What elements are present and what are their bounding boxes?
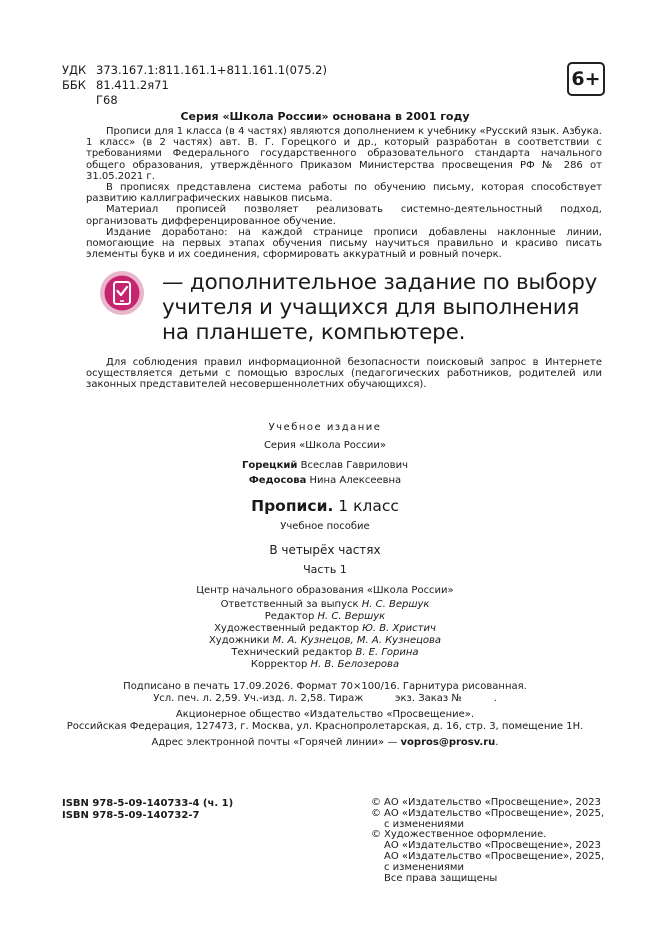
credit-name: Н. В. Белозерова — [310, 659, 400, 670]
imprint-series: Серия «Школа России» — [263, 440, 387, 451]
author-2-last: Федосова — [248, 475, 307, 486]
intro-paragraph: Издание доработано: на каждой странице прописи добавлены наклонные линии, помогающие на первых этапах обучения письму научиться правильно и красиво писать элементы букв и их соединения, сформировать аккуратный и ровный почерк. — [86, 226, 602, 261]
isbn-line: ISBN 978-5-09-140732-7 — [62, 809, 200, 821]
credit-line — [0, 599, 650, 611]
credit-line — [0, 611, 650, 623]
book-parts: В четырёх частях — [269, 543, 381, 557]
credit-line — [0, 659, 650, 671]
age-rating-badge: 6+ — [567, 62, 605, 96]
credit-name: Н. С. Вершук — [317, 611, 386, 622]
credit-role: Корректор — [250, 659, 308, 670]
credit-role: Ответственный за выпуск — [220, 599, 359, 610]
copyright-symbol: © — [371, 807, 381, 819]
safety-notice-text: Для соблюдения правил информационной безопасности поисковый запрос в Интернете осуществляется детьми с помощью взрослых (педагогических работников, родителей или законных представителей несовершеннолетних обучающихся). — [86, 357, 602, 391]
isbn-block — [62, 798, 233, 821]
bbk-row — [62, 78, 327, 93]
credit-name: Н. С. Вершук — [361, 599, 430, 610]
hotline-email-line — [0, 737, 650, 749]
book-subtitle: Учебное пособие — [280, 521, 370, 532]
intro-paragraph: Прописи для 1 класса (в 4 частях) являются дополнением к учебнику «Русский язык. Азбука. 1 класс» (в 2 частях) авт. В. Г. Горецкого и др., который разработан в соответствии с требованиями Федерального государственного образовательного стандарта начального общего образования, утверждённого Приказом Министерства просвещения РФ № 286 от 31.05.2021 г. — [86, 126, 602, 182]
g-code-row — [62, 93, 327, 108]
credit-name: М. А. Кузнецов, М. А. Кузнецова — [272, 635, 442, 646]
rights-reserved: Все права защищены — [384, 872, 498, 884]
udk-row — [62, 63, 327, 78]
copyright-note: с изменениями — [384, 818, 464, 830]
classification-codes — [62, 63, 327, 108]
publishing-center: Центр начального образования «Школа России» — [196, 585, 454, 596]
tablet-check-icon — [99, 270, 145, 316]
publisher-name: Акционерное общество «Издательство «Просвещение». — [175, 709, 475, 720]
credit-role: Технический редактор — [231, 647, 353, 658]
book-title-grade: 1 класс — [338, 497, 399, 515]
copyright-line: АО «Издательство «Просвещение», 2023 — [384, 797, 601, 808]
credit-role: Редактор — [264, 611, 315, 622]
intro-text — [86, 126, 602, 260]
edition-type: Учебное издание — [268, 422, 382, 433]
copyright-symbol: © — [371, 797, 381, 808]
author-1-rest: Всеслав Гаврилович — [300, 460, 408, 471]
isbn-line: ISBN 978-5-09-140733-4 (ч. 1) — [62, 798, 234, 809]
copyright-symbol: © — [371, 829, 381, 841]
hotline-prefix: Адрес электронной почты «Горячей линии» — — [151, 737, 398, 748]
bbk-value: 81.411.2я71 — [96, 78, 169, 92]
hotline-email: vopros@prosv.ru — [400, 737, 496, 748]
book-title-main: Прописи. — [251, 497, 334, 515]
print-details-2: Усл. печ. л. 2,59. Уч.-изд. л. 2,58. Тираж экз. Заказ № . — [153, 693, 497, 704]
udk-label: УДК — [62, 63, 87, 77]
print-details-1: Подписано в печать 17.09.2026. Формат 70×100/16. Гарнитура рисованная. — [123, 681, 527, 692]
author-1 — [0, 460, 650, 472]
icon-legend-text: — дополнительное задание по выбору учителя и учащихся для выполнения на планшете, компьютере. — [162, 270, 598, 345]
credit-line — [0, 635, 650, 647]
book-title — [0, 497, 650, 515]
bbk-label: ББК — [62, 78, 86, 92]
book-part: Часть 1 — [303, 563, 347, 576]
author-2-rest: Нина Алексеевна — [309, 475, 402, 486]
g-code: Г68 — [96, 93, 118, 107]
author-1-last: Горецкий — [242, 460, 298, 471]
credit-line — [0, 623, 650, 635]
intro-paragraph: В прописях представлена система работы по обучению письму, которая способствует развитию каллиграфических навыков письма. — [86, 182, 602, 205]
publisher-address: Российская Федерация, 127473, г. Москва, ул. Краснопролетарская, д. 16, стр. 3, помещение 1Н. — [66, 721, 584, 732]
copyright-line: АО «Издательство «Просвещение», 2023 — [384, 840, 601, 852]
copyright-line: АО «Издательство «Просвещение», 2025, — [384, 850, 605, 862]
credit-line — [0, 647, 650, 659]
credit-name: Ю. В. Христич — [362, 623, 436, 634]
udk-value: 373.167.1:811.161.1+811.161.1(075.2) — [96, 63, 327, 77]
credit-role: Художественный редактор — [214, 623, 359, 634]
author-2 — [0, 475, 650, 487]
copyright-block — [371, 798, 604, 884]
copyright-line: Художественное оформление. — [384, 829, 547, 841]
intro-paragraph: Материал прописей позволяет реализовать системно-деятельностный подход, организовать дифференцированное обучение. — [86, 204, 602, 227]
credit-name: В. Е. Горина — [355, 647, 419, 658]
hotline-suffix: . — [495, 737, 499, 748]
copyright-note: с изменениями — [384, 861, 464, 873]
series-founded: Серия «Школа России» основана в 2001 году — [180, 110, 470, 123]
credit-role: Художники — [208, 635, 270, 646]
safety-notice — [86, 357, 602, 391]
copyright-line: АО «Издательство «Просвещение», 2025, — [384, 807, 605, 819]
